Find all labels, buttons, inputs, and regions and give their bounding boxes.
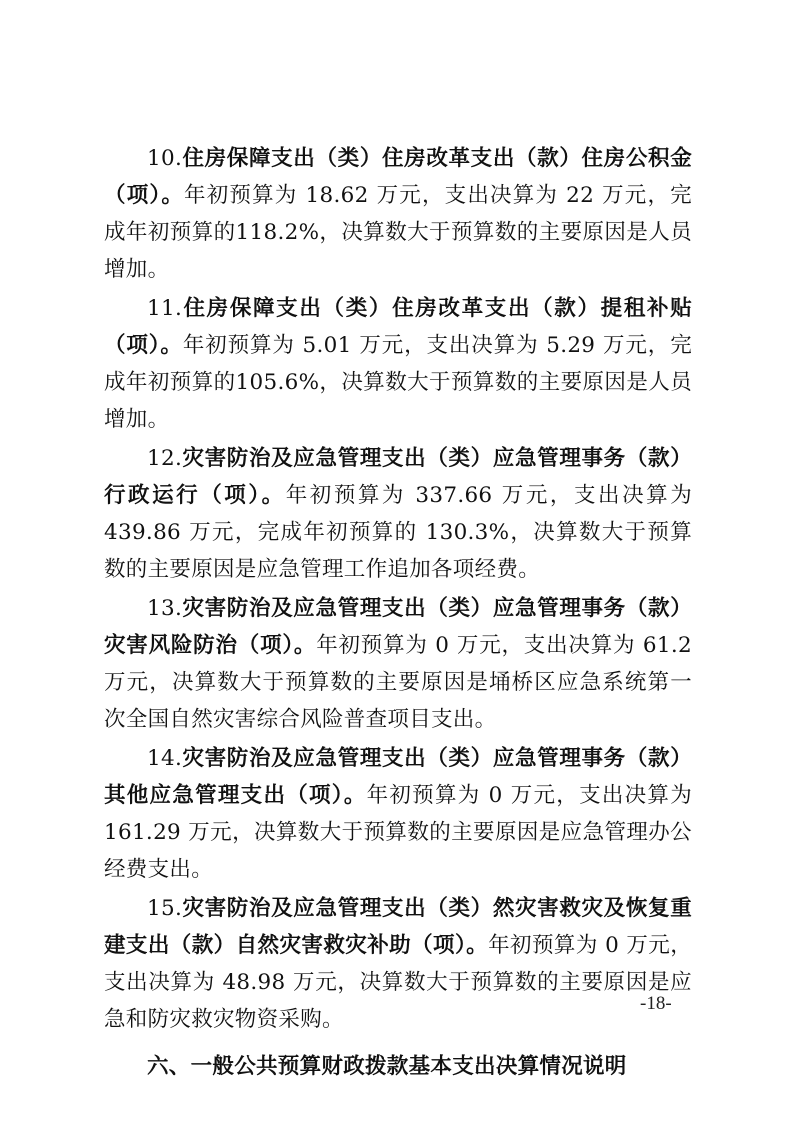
section-title: 六、一般公共预算财政拨款基本支出决算情况说明 (147, 1054, 627, 1079)
item-body: 年初预算为 18.62 万元，支出决算为 22 万元，完成年初预算的118.2%，决算数大于预算数的主要原因是人员增加。 (104, 183, 692, 282)
item-body: 年初预算为 337.66 万元，支出决算为 439.86 万元，完成年初预算的 130.3%，决算数大于预算数的主要原因是应急管理工作追加各项经费。 (104, 483, 692, 582)
item-number: 15. (147, 896, 183, 921)
item-number: 12. (147, 446, 183, 471)
item-body: 年初预算为 5.01 万元，支出决算为 5.29 万元，完成年初预算的105.6%，决算数大于预算数的主要原因是人员增加。 (104, 333, 692, 432)
item-heading: 住房保障支出（类）住房改革支出（款）提租补贴（项）。 (104, 296, 692, 358)
page-number: -18- (640, 993, 672, 1014)
document-body (104, 140, 692, 1085)
paragraph-item-15 (104, 890, 692, 1038)
item-heading: 灾害防治及应急管理支出（类）应急管理事务（款）行政运行（项）。 (104, 446, 692, 508)
paragraph-item-14 (104, 740, 692, 888)
item-heading: 灾害防治及应急管理支出（类）应急管理事务（款）灾害风险防治（项）。 (104, 596, 692, 658)
item-body: 年初预算为 0 万元，支出决算为 61.2 万元，决算数大于预算数的主要原因是埇桥区应急系统第一次全国自然灾害综合风险普查项目支出。 (104, 633, 692, 732)
paragraph-item-13 (104, 590, 692, 738)
item-number: 14. (147, 746, 183, 771)
item-body: 年初预算为 0 万元，支出决算为 161.29 万元，决算数大于预算数的主要原因是应急管理办公经费支出。 (104, 783, 692, 882)
paragraph-item-12 (104, 440, 692, 588)
paragraph-item-10 (104, 140, 692, 288)
item-number: 10. (147, 146, 183, 171)
paragraph-item-11 (104, 290, 692, 438)
item-number: 11. (147, 296, 183, 321)
item-body: 年初预算为 0 万元，支出决算为 48.98 万元，决算数大于预算数的主要原因是应急和防灾救灾物资采购。 (104, 933, 693, 1032)
item-number: 13. (147, 596, 183, 621)
item-heading: 住房保障支出（类）住房改革支出（款）住房公积金（项）。 (104, 146, 692, 208)
item-heading: 灾害防治及应急管理支出（类）应急管理事务（款）其他应急管理支出（项）。 (104, 746, 692, 808)
item-heading: 灾害防治及应急管理支出（类）然灾害救灾及恢复重建支出（款）自然灾害救灾补助（项）。 (104, 896, 692, 958)
